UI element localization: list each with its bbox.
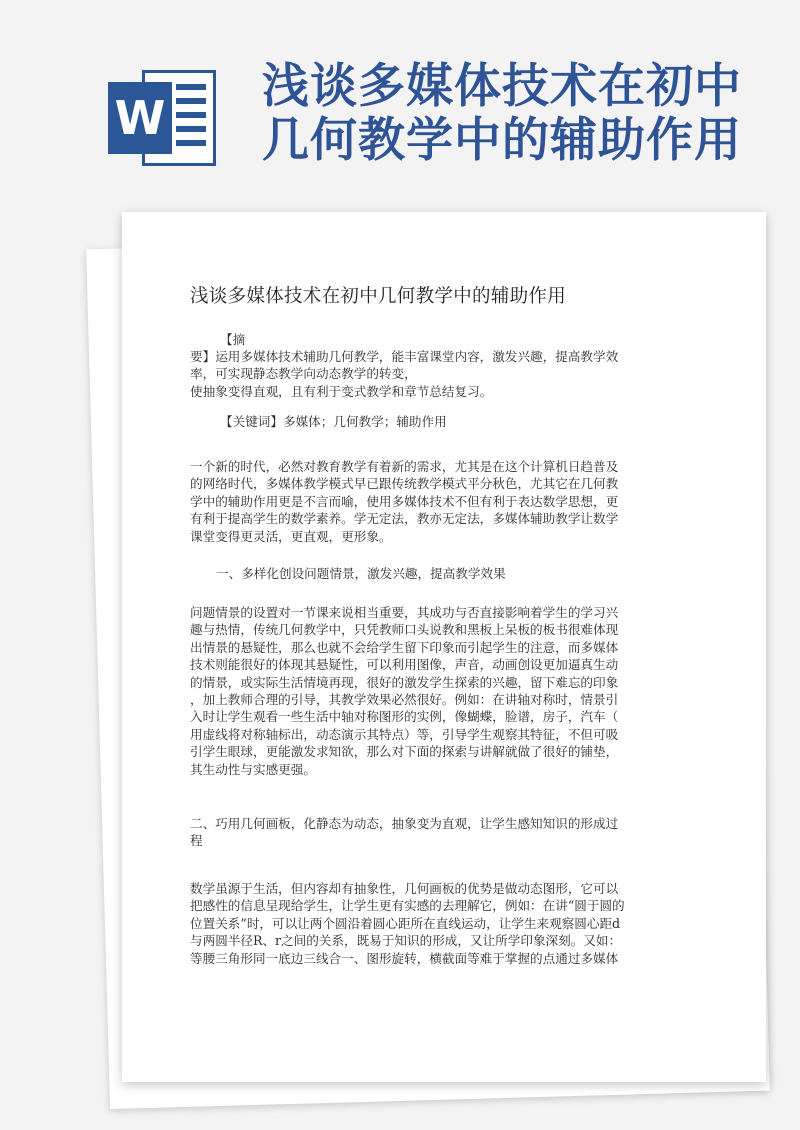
- paragraph-line: 出情景的悬疑性，那么也就不会给学生留下印象而引起学生的注意，而多媒体: [190, 639, 619, 655]
- paragraph-line: 等腰三角形同一底边三线合一、图形旋转，横截面等难于掌握的点通过多媒体: [190, 950, 619, 966]
- keywords-line: 【关键词】多媒体；几何教学；辅助作用: [220, 414, 447, 429]
- paragraph-line: 其生动性与实感更强。: [190, 761, 316, 777]
- paragraph-line: 用虚线将对称轴标出，动态演示其特点）等，引导学生观察其特征，不但可吸: [190, 726, 619, 742]
- paragraph-line: ，加上教师合理的引导，其教学效果必然很好。例如：在讲轴对称时，情景引: [190, 692, 619, 708]
- abstract-line: 使抽象变得直观，且有利于变式教学和章节总结复习。: [190, 383, 493, 399]
- paragraph-line: 技术则能很好的体现其悬疑性，可以利用图像，声音，动画创设更加逼真生动: [190, 657, 619, 673]
- paragraph-line: 有利于提高学生的数学素养。学无定法，教亦无定法，多媒体辅助教学让数学: [190, 511, 619, 527]
- section1-paragraph: [190, 604, 618, 778]
- paragraph-line: 与两圆半径R、r之间的关系，既易于知识的形成，又让所学印象深刻。又如：: [190, 933, 622, 949]
- text-line-decoration: [176, 126, 206, 132]
- abstract-line: 要】运用多媒体技术辅助几何教学，能丰富课堂内容，激发兴趣，提高教学效: [190, 349, 619, 364]
- banner: [0, 0, 800, 200]
- banner-title: [262, 60, 742, 168]
- keywords: [220, 413, 447, 430]
- paragraph-line: 问题情景的设置对一节课来说相当重要，其成功与否直接影响着学生的学习兴: [190, 605, 619, 620]
- paragraph-line: 把感性的信息呈现给学生，让学生更有实感的去理解它，例如：在讲“圆于圆的: [190, 898, 625, 914]
- banner-title-line: 浅谈多媒体技术在初中: [262, 59, 742, 114]
- paragraph-line: 趣与热情，传统几何教学中，只凭教师口头说教和黑板上呆板的板书很难体现: [190, 622, 619, 638]
- banner-title-line: 几何教学中的辅助作用: [262, 113, 742, 168]
- text-line-decoration: [176, 140, 206, 146]
- intro-paragraph: [190, 458, 618, 545]
- text-line-decoration: [176, 84, 206, 90]
- word-letter-badge: W: [108, 82, 172, 154]
- text-line-decoration: [176, 112, 206, 118]
- section1-heading: [216, 565, 506, 582]
- paragraph-line: 数学虽源于生活，但内容却有抽象性，几何画板的优势是做动态图形，它可以: [190, 881, 619, 896]
- section-heading-line: 一、多样化创设问题情景，激发兴趣，提高教学效果: [216, 566, 506, 581]
- section-heading-line: 二、巧用几何画板，化静态为动态，抽象变为直观，让学生感知知识的形成过: [190, 816, 619, 831]
- abstract: [190, 348, 618, 400]
- paragraph-line: 的情景，或实际生活情境再现，很好的激发学生探索的兴趣，留下难忘的印象: [190, 674, 619, 690]
- paragraph-line: 位置关系”时，可以让两个圆沿着圆心距所在直线运动，让学生来观察圆心距d: [190, 915, 621, 931]
- paragraph-line: 学中的辅助作用更是不言而喻，使用多媒体技术不但有利于表达数学思想，更: [190, 493, 619, 509]
- text-line-decoration: [176, 98, 206, 104]
- word-document-icon: [108, 70, 216, 166]
- section2-heading: [190, 815, 618, 850]
- paragraph-line: 的网络时代，多媒体教学模式早已跟传统教学模式平分秋色，尤其它在几何教: [190, 476, 619, 492]
- document-title: 浅谈多媒体技术在初中几何教学中的辅助作用: [190, 286, 567, 307]
- section2-paragraph: [190, 880, 625, 967]
- paragraph-line: 课堂变得更灵活，更直观，更形象。: [190, 528, 392, 544]
- paragraph-line: 引学生眼球，更能激发求知欲，那么对下面的探索与讲解就做了很好的铺垫，: [190, 744, 619, 760]
- paragraph-line: 入时让学生观看一些生活中轴对称图形的实例，像蝴蝶，脸谱，房子，汽车（: [190, 709, 619, 725]
- paragraph-line: 一个新的时代，必然对教育教学有着新的需求，尤其是在这个计算机日趋普及: [190, 459, 619, 474]
- abstract-line: 【摘: [220, 332, 246, 347]
- abstract-label: [220, 331, 245, 348]
- section-heading-line: 程: [190, 833, 203, 849]
- abstract-line: 率，可实现静态教学向动态教学的转变，: [190, 366, 417, 382]
